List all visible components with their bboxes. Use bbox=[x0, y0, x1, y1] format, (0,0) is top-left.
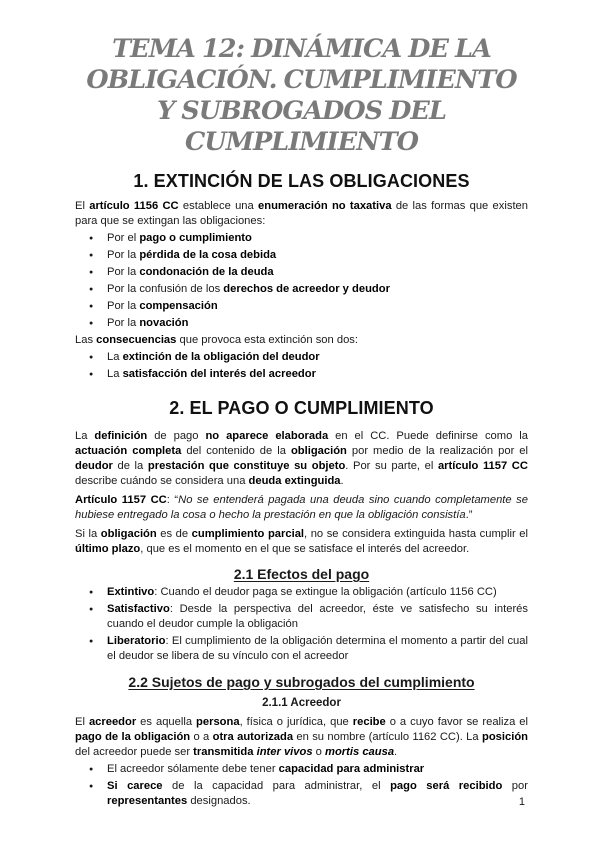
list-item: ● Extintivo: Cuando el deudor paga se extingue la obligación (artículo 1156 CC) bbox=[75, 585, 528, 600]
paragraph: Las consecuencias que provoca esta extinción son dos: bbox=[75, 334, 358, 346]
bullet-list bbox=[75, 349, 528, 383]
list-item: ● Liberatorio: El cumplimiento de la obligación determina el momento a partir del cual el deudor se libera de su vínculo con el acreedor bbox=[75, 634, 528, 664]
list-item: ● La extinción de la obligación del deudor bbox=[75, 349, 528, 366]
bullet-list bbox=[75, 585, 528, 664]
section-number: 2. bbox=[169, 398, 185, 418]
list-item: ● Por la confusión de los derechos de acreedor y deudor bbox=[75, 281, 528, 298]
section-title-extincion bbox=[75, 170, 528, 192]
list-item: ● El acreedor sólamente debe tener capacidad para administrar bbox=[75, 762, 528, 777]
paragraph: El artículo 1156 CC establece una enumeración no taxativa de las formas que existen para que se extingan las obligaciones: bbox=[75, 200, 528, 227]
list-item: ● Satisfactivo: Desde la perspectiva del acreedor, éste ve satisfecho su interés cuando el deudor cumple la obligación bbox=[75, 602, 528, 632]
subsection-title-text: 2.1 Efectos del pago bbox=[233, 566, 370, 582]
list-item: ● La satisfacción del interés del acreedor bbox=[75, 366, 528, 383]
paragraph: Si la obligación es de cumplimiento parcial, no se considera extinguida hasta cumplir el último plazo, que es el momento en el que se satisface el interés del acreedor. bbox=[75, 528, 528, 555]
section-title-text: EXTINCIÓN DE LAS OBLIGACIONES bbox=[153, 171, 470, 191]
list-item: ● Si carece de la capacidad para administrar, el pago será recibido por representantes designados. bbox=[75, 779, 528, 809]
page-number: 1 bbox=[518, 796, 525, 808]
section-number: 1. bbox=[133, 171, 149, 191]
bullet-list bbox=[75, 762, 528, 809]
paragraph: El acreedor es aquella persona, física o jurídica, que recibe o a cuyo favor se realiza el pago de la obligación o a otra autorizada en su nombre (artículo 1162 CC). La posición del acreedor puede ser transmitida inter vivos o mortis causa. bbox=[75, 716, 529, 758]
list-item: ● Por la novación bbox=[75, 315, 528, 332]
list-item: ● Por la compensación bbox=[75, 298, 528, 315]
subsection-title-efectos bbox=[75, 565, 528, 583]
subsubsection-title-acreedor: 2.1.1 Acreedor bbox=[262, 697, 341, 709]
section-title-pago bbox=[75, 397, 528, 419]
document-title: TEMA 12: DINÁMICA DE LA OBLIGACIÓN. CUMPLIMIENTO Y SUBROGADOS DEL CUMPLIMIENTO bbox=[86, 34, 517, 157]
paragraph: La definición de pago no aparece elaborada en el CC. Puede definirse como la actuación completa del contenido de la obligación por medio de la realización por el deudor de la prestación que constituye su objeto. Por su parte, el artículo 1157 CC describe cuándo se considera una deuda extinguida. bbox=[75, 430, 528, 487]
section-title-text: EL PAGO O CUMPLIMIENTO bbox=[189, 398, 434, 418]
bullet-list bbox=[75, 230, 528, 332]
subsection-title-sujetos bbox=[75, 673, 528, 691]
subsection-title-text: 2.2 Sujetos de pago y subrogados del cumplimiento bbox=[128, 674, 475, 690]
quote-paragraph: Artículo 1157 CC: “No se entenderá pagada una deuda sino cuando completamente se hubiese entregado la cosa o hecho la prestación en que la obligación consistía.” bbox=[75, 494, 528, 521]
list-item: ● Por la pérdida de la cosa debida bbox=[75, 247, 528, 264]
list-item: ● Por la condonación de la deuda bbox=[75, 264, 528, 281]
list-item: ● Por el pago o cumplimiento bbox=[75, 230, 528, 247]
